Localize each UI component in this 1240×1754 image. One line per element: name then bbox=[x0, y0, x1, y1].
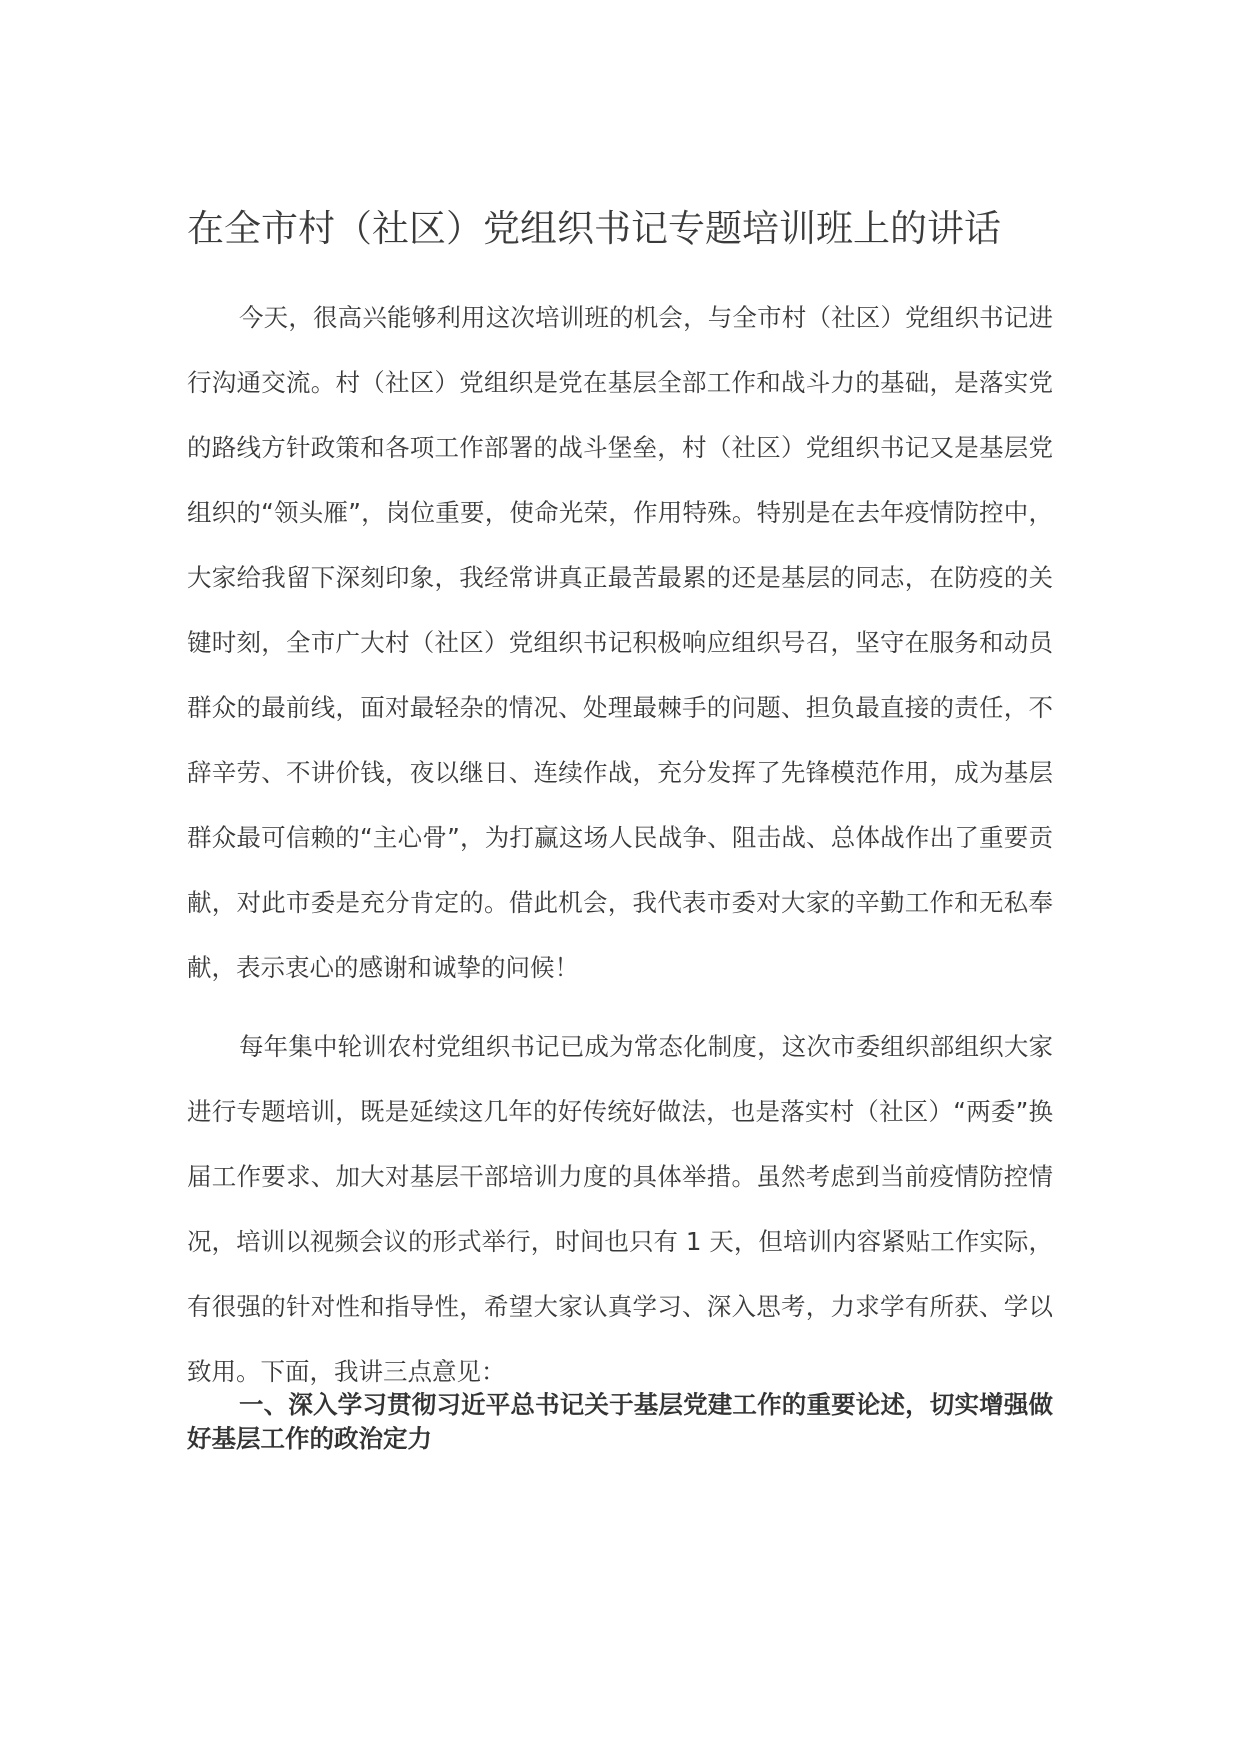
paragraph-training-purpose: 每年集中轮训农村党组织书记已成为常态化制度，这次市委组织部组织大家进行专题培训，既是延续这几年的好传统好做法，也是落实村（社区）“两委”换届工作要求、加大对基层干部培训力度的具体举措。虽然考虑到当前疫情防控情况，培训以视频会议的形式举行，时间也只有 1 天，但培训内容紧贴工作实际，有很强的针对性和指导性，希望大家认真学习、深入思考，力求学有所获、学以致用。下面，我讲三点意见： bbox=[187, 1032, 1053, 1386]
document-title: 在全市村（社区）党组织书记专题培训班上的讲话 bbox=[187, 207, 1001, 250]
section-heading-1: 一、深入学习贯彻习近平总书记关于基层党建工作的重要论述，切实增强做好基层工作的政治定力 bbox=[187, 1390, 1053, 1453]
paragraph-opening: 今天，很高兴能够利用这次培训班的机会，与全市村（社区）党组织书记进行沟通交流。村（社区）党组织是党在基层全部工作和战斗力的基础，是落实党的路线方针政策和各项工作部署的战斗堡垒，村（社区）党组织书记又是基层党组织的“领头雁”，岗位重要，使命光荣，作用特殊。特别是在去年疫情防控中，大家给我留下深刻印象，我经常讲真正最苦最累的还是基层的同志，在防疫的关键时刻，全市广大村（社区）党组织书记积极响应组织号召，坚守在服务和动员群众的最前线，面对最轻杂的情况、处理最棘手的问题、担负最直接的责任，不辞辛劳、不讲价钱，夜以继日、连续作战，充分发挥了先锋模范作用，成为基层群众最可信赖的“主心骨”，为打赢这场人民战争、阻击战、总体战作出了重要贡献，对此市委是充分肯定的。借此机会，我代表市委对大家的辛勤工作和无私奉献，表示衷心的感谢和诚挚的问候！ bbox=[187, 303, 1053, 982]
